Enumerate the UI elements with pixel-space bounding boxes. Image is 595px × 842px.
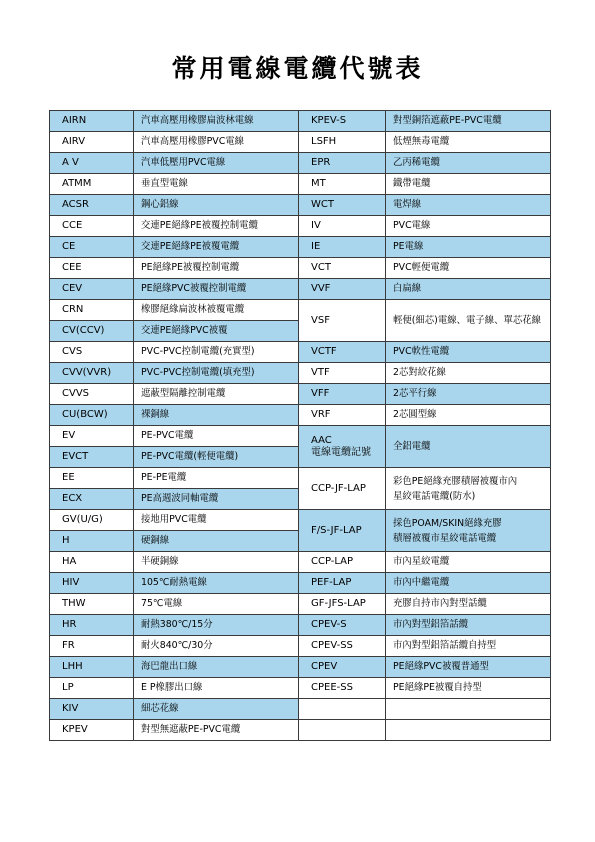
- cable-description: PE絕緣PVC被覆控制電纜: [134, 279, 299, 300]
- cable-description: PVC-PVC控制電纜(充實型): [134, 342, 299, 363]
- cable-code: VVF: [299, 279, 386, 300]
- cable-description: 2芯對絞花線: [386, 363, 551, 384]
- table-row: [50, 615, 551, 636]
- cable-code: CCE: [50, 216, 134, 237]
- cable-code: THW: [50, 594, 134, 615]
- cable-description: 乙丙稀電纜: [386, 153, 551, 174]
- cable-description: 汽車高壓用橡膠PVC電線: [134, 132, 299, 153]
- table-row: [50, 258, 551, 279]
- cable-code: EV: [50, 426, 134, 447]
- cable-code: ACSR: [50, 195, 134, 216]
- cable-description: PVC電線: [386, 216, 551, 237]
- cable-description: 白扁線: [386, 279, 551, 300]
- cable-description: 輕便(細芯)電線、電子線、單芯花線: [386, 300, 551, 342]
- cable-description: 市內對型鋁箔話纜: [386, 615, 551, 636]
- cable-description: 市內星絞電纜: [386, 552, 551, 573]
- cable-code: VSF: [299, 300, 386, 342]
- cable-description: 低煙無毒電纜: [386, 132, 551, 153]
- cable-code: KIV: [50, 699, 134, 720]
- page-title: 常用電線電纜代號表: [171, 54, 424, 83]
- table-row: [50, 405, 551, 426]
- table-row: [50, 384, 551, 405]
- cable-code-table: [49, 110, 551, 741]
- cable-code: HIV: [50, 573, 134, 594]
- cable-description: 遮蔽型隔離控制電纜: [134, 384, 299, 405]
- cable-description: 接地用PVC電纜: [134, 510, 299, 531]
- cable-code: F/S-JF-LAP: [299, 510, 386, 552]
- table-row: [50, 552, 551, 573]
- cable-description: 汽車高壓用橡膠扁波林電線: [134, 111, 299, 132]
- cable-description: 裸銅線: [134, 405, 299, 426]
- table-row: [50, 426, 551, 447]
- cable-code: CPEE-SS: [299, 678, 386, 699]
- cable-code: VFF: [299, 384, 386, 405]
- cable-description: PE絕緣PE被覆自持型: [386, 678, 551, 699]
- cable-description: 耐火840℃/30分: [134, 636, 299, 657]
- cable-description: 2芯圓型線: [386, 405, 551, 426]
- cable-description: PE-PVC電纜(輕便電纜): [134, 447, 299, 468]
- cable-description: 交連PE絕緣PE被覆電纜: [134, 237, 299, 258]
- cable-description: 市內中繼電纜: [386, 573, 551, 594]
- cable-description: PE電線: [386, 237, 551, 258]
- cable-code: CCP-LAP: [299, 552, 386, 573]
- table-row: [50, 300, 551, 321]
- cable-code: CEV: [50, 279, 134, 300]
- cable-code: AAC 電線電纜記號: [299, 426, 386, 468]
- table-row: [50, 363, 551, 384]
- table-row: [50, 342, 551, 363]
- table-row: [50, 594, 551, 615]
- cable-code: IV: [299, 216, 386, 237]
- table-row: [50, 636, 551, 657]
- cable-code: KPEV-S: [299, 111, 386, 132]
- cable-code: EE: [50, 468, 134, 489]
- cable-description: 交連PE絕緣PE被覆控制電纜: [134, 216, 299, 237]
- cable-description: PE高週波同軸電纜: [134, 489, 299, 510]
- cable-description: 市內對型鋁箔話纜自持型: [386, 636, 551, 657]
- cable-description: 鐵帶電纜: [386, 174, 551, 195]
- cable-code: [299, 720, 386, 741]
- table-row: [50, 132, 551, 153]
- table-row: [50, 153, 551, 174]
- cable-description: [386, 699, 551, 720]
- table-row: [50, 111, 551, 132]
- cable-code: AIRV: [50, 132, 134, 153]
- cable-description: 全鋁電纜: [386, 426, 551, 468]
- cable-description: 彩色PE絕緣充膠積層被覆市內 星絞電話電纜(防水): [386, 468, 551, 510]
- cable-code: CVS: [50, 342, 134, 363]
- cable-description: PVC-PVC控制電纜(填充型): [134, 363, 299, 384]
- cable-description: 充膠自持市內對型話纜: [386, 594, 551, 615]
- cable-description: 105℃耐熱電線: [134, 573, 299, 594]
- cable-description: 交連PE絕緣PVC被覆: [134, 321, 299, 342]
- cable-code: A V: [50, 153, 134, 174]
- cable-description: PVC軟性電纜: [386, 342, 551, 363]
- table-row: [50, 174, 551, 195]
- table-row: [50, 678, 551, 699]
- table-row: [50, 699, 551, 720]
- cable-code: VRF: [299, 405, 386, 426]
- cable-code: LSFH: [299, 132, 386, 153]
- cable-description: 橡膠絕緣扁波林被覆電纜: [134, 300, 299, 321]
- cable-code: CU(BCW): [50, 405, 134, 426]
- cable-code: VCTF: [299, 342, 386, 363]
- cable-code: [299, 699, 386, 720]
- cable-description: 75℃電線: [134, 594, 299, 615]
- cable-description: 汽車低壓用PVC電線: [134, 153, 299, 174]
- cable-code: EPR: [299, 153, 386, 174]
- cable-code: MT: [299, 174, 386, 195]
- cable-code: WCT: [299, 195, 386, 216]
- cable-code: EVCT: [50, 447, 134, 468]
- cable-description: 2芯平行線: [386, 384, 551, 405]
- cable-code: PEF-LAP: [299, 573, 386, 594]
- cable-description: [386, 720, 551, 741]
- cable-description: 半硬銅線: [134, 552, 299, 573]
- table-row: [50, 657, 551, 678]
- cable-description: PE絕緣PVC被覆普通型: [386, 657, 551, 678]
- cable-description: 耐熱380℃/15分: [134, 615, 299, 636]
- cable-description: 電焊線: [386, 195, 551, 216]
- table-row: [50, 468, 551, 489]
- cable-code: CCP-JF-LAP: [299, 468, 386, 510]
- cable-code: HA: [50, 552, 134, 573]
- cable-code: GF-JFS-LAP: [299, 594, 386, 615]
- cable-code: H: [50, 531, 134, 552]
- table-row: [50, 237, 551, 258]
- cable-code: CPEV-S: [299, 615, 386, 636]
- cable-description: 採色POAM/SKIN絕緣充膠 積層被覆市星絞電話電纜: [386, 510, 551, 552]
- cable-code: CPEV: [299, 657, 386, 678]
- cable-code: KPEV: [50, 720, 134, 741]
- cable-description: 垂直型電線: [134, 174, 299, 195]
- cable-code: AIRN: [50, 111, 134, 132]
- cable-description: PVC輕便電纜: [386, 258, 551, 279]
- table-row: [50, 195, 551, 216]
- cable-code: CE: [50, 237, 134, 258]
- cable-description: PE-PVC電纜: [134, 426, 299, 447]
- cable-code: FR: [50, 636, 134, 657]
- cable-description: 鋼心鋁線: [134, 195, 299, 216]
- cable-description: PE絕緣PE被覆控制電纜: [134, 258, 299, 279]
- cable-code: ATMM: [50, 174, 134, 195]
- cable-code: IE: [299, 237, 386, 258]
- cable-description: 對型銅箔遮蔽PE-PVC電纜: [386, 111, 551, 132]
- table-row: [50, 720, 551, 741]
- cable-code: CVVS: [50, 384, 134, 405]
- table-row: [50, 216, 551, 237]
- cable-code: CV(CCV): [50, 321, 134, 342]
- cable-description: PE-PE電纜: [134, 468, 299, 489]
- cable-description: 硬銅線: [134, 531, 299, 552]
- table-row: [50, 573, 551, 594]
- cable-code: VCT: [299, 258, 386, 279]
- cable-code: GV(U/G): [50, 510, 134, 531]
- cable-code: LHH: [50, 657, 134, 678]
- cable-code: HR: [50, 615, 134, 636]
- cable-code: CRN: [50, 300, 134, 321]
- cable-code: CVV(VVR): [50, 363, 134, 384]
- cable-code: VTF: [299, 363, 386, 384]
- table-row: [50, 279, 551, 300]
- cable-code: LP: [50, 678, 134, 699]
- cable-code: ECX: [50, 489, 134, 510]
- cable-description: 細芯花線: [134, 699, 299, 720]
- cable-code: CPEV-SS: [299, 636, 386, 657]
- cable-description: 海巴龍出口線: [134, 657, 299, 678]
- cable-description: E P橡膠出口線: [134, 678, 299, 699]
- cable-code: CEE: [50, 258, 134, 279]
- table-row: [50, 510, 551, 531]
- cable-description: 對型無遮蔽PE-PVC電纜: [134, 720, 299, 741]
